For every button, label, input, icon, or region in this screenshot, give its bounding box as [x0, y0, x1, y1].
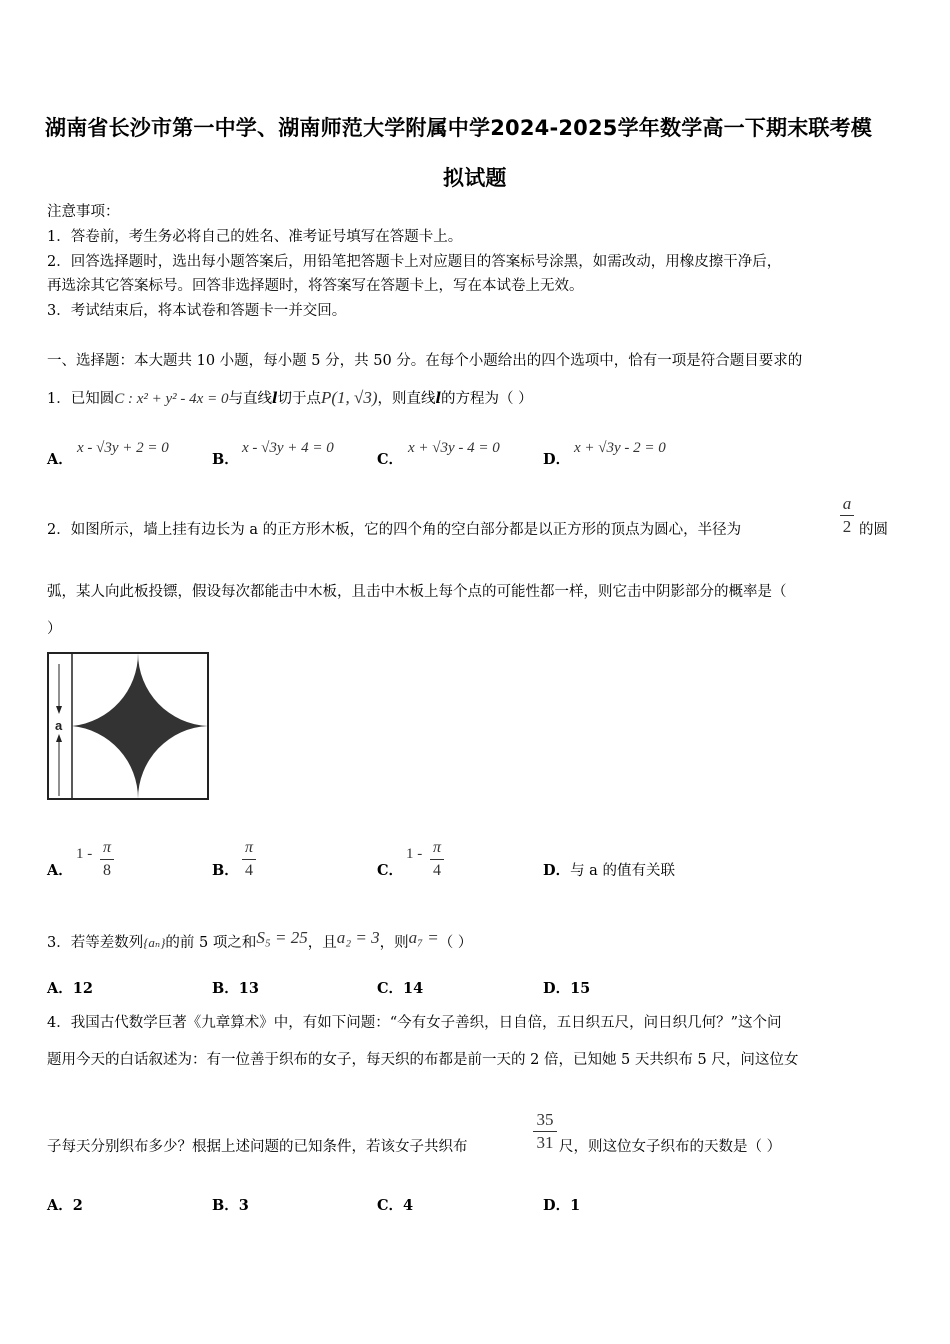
- q1-suffix2: 的方程为（ ）: [441, 391, 533, 407]
- q3-option-d-value: 15: [570, 980, 591, 997]
- q3-option-a: [47, 980, 93, 998]
- q1-mid2: 切于点: [277, 391, 321, 407]
- pi-symbol: π: [432, 839, 441, 856]
- q2-radius-fraction: [840, 494, 854, 537]
- q2-option-a-pre: 1 -: [76, 846, 93, 862]
- q3-mid: 的前 5 项之和: [165, 935, 257, 951]
- q2-radius-den: 2: [842, 517, 852, 536]
- q1-option-a-expr: x - √3y + 2 = 0: [77, 440, 169, 456]
- q3-option-b-value: 13: [238, 980, 259, 997]
- q4-fraction: [533, 1110, 557, 1153]
- q2-option-a-label: A．: [47, 862, 73, 879]
- q2-option-c-fraction: [430, 838, 444, 881]
- q4-option-a: [47, 1197, 83, 1215]
- q1-option-b-label: B．: [212, 451, 239, 468]
- q1-option-b-expr: x - √3y + 4 = 0: [242, 440, 334, 456]
- q4-line1: 4．我国古代数学巨著《九章算术》中，有如下问题：“今有女子善织，日自倍，五日织五尺，问日织几何？”这个问: [47, 1015, 782, 1031]
- q2-option-a-fraction: [100, 838, 114, 881]
- q3-option-c-label: C．: [377, 980, 404, 997]
- q2-option-b-fraction: [242, 838, 256, 881]
- q2-option-d-text: 与 a 的值有关联: [570, 863, 675, 879]
- notice-item-2a: 2．回答选择题时，选出每小题答案后，用铅笔把答题卡上对应题目的答案标号涂黑，如需改动，用橡皮擦干净后，: [47, 254, 782, 270]
- q3-option-d: [543, 980, 590, 998]
- exam-title-line2: 拟试题: [443, 166, 507, 190]
- q4-line3b: 尺，则这位女子织布的天数是（ ）: [559, 1139, 782, 1155]
- q4-fraction-num: 35: [536, 1110, 554, 1129]
- fraction-bar: [430, 859, 444, 860]
- q1-circle-equation: C : x² + y² - 4x = 0: [114, 391, 229, 407]
- notice-item-3: 3．考试结束后，将本试卷和答题卡一并交回。: [47, 303, 347, 319]
- q4-line2: 题用今天的白话叙述为：有一位善于织布的女子，每天织的布都是前一天的 2 倍，已知她 5 天共织布 5 尺，问这位女: [47, 1052, 799, 1068]
- q1-suffix: ，则直线: [377, 391, 436, 407]
- q4-option-c-label: C．: [377, 1197, 404, 1214]
- q3-prefix: 3．若等差数列: [47, 935, 144, 951]
- q4-option-d-value: 1: [570, 1197, 581, 1214]
- q1-option-d-label: D．: [543, 451, 571, 468]
- q3-option-a-value: 12: [72, 980, 93, 997]
- q3-option-c-value: 14: [403, 980, 424, 997]
- q4-option-a-label: A．: [47, 1197, 73, 1214]
- q4-option-d: [543, 1197, 580, 1215]
- fraction-bar: [840, 515, 854, 516]
- q4-option-c: [377, 1197, 413, 1215]
- fraction-bar: [100, 859, 114, 860]
- notice-item-2b: 再选涂其它答案标号。回答非选择题时，将答案写在答题卡上，写在本试卷上无效。: [47, 278, 584, 294]
- q2-option-c-label: C．: [377, 862, 404, 879]
- dartboard-svg: [45, 650, 215, 802]
- q3-a2: a₂ = 3: [336, 928, 380, 947]
- q3-option-a-label: A．: [47, 980, 73, 997]
- q3-s5: S₅ = 25: [256, 928, 308, 947]
- q4-line3a: 子每天分别织布多少？根据上述问题的已知条件，若该女子共织布: [47, 1139, 468, 1155]
- q4-option-b: [212, 1197, 249, 1215]
- q3-stem: [47, 928, 473, 952]
- q1-stem: [47, 389, 533, 408]
- q1-option-c-label: C．: [377, 451, 404, 468]
- q4-option-c-value: 4: [403, 1197, 414, 1214]
- pi-symbol: π: [244, 839, 253, 856]
- q3-sequence: {aₙ}: [143, 935, 166, 950]
- q4-option-b-label: B．: [212, 1197, 239, 1214]
- q2-radius-num: a: [842, 494, 852, 513]
- exam-title-line1: 湖南省长沙市第一中学、湖南师范大学附属中学2024-2025学年数学高一下期末联考模: [45, 116, 873, 140]
- q3-mid2: ，且: [307, 935, 337, 951]
- q4-option-a-value: 2: [72, 1197, 83, 1214]
- q2-line1a: 2．如图所示，墙上挂有边长为 a 的正方形木板，它的四个角的空白部分都是以正方形的顶点为圆心，半径为: [47, 522, 742, 538]
- q3-option-c: [377, 980, 423, 998]
- q1-option-d-expr: x + √3y - 2 = 0: [574, 440, 666, 456]
- q2-line1b: 的圆: [859, 522, 888, 538]
- denominator: 4: [245, 862, 253, 879]
- q3-a7: a₇ =: [408, 928, 439, 947]
- notice-item-1: 1．答卷前，考生务必将自己的姓名、准考证号填写在答题卡上。: [47, 229, 463, 245]
- q2-option-d-label: D．: [543, 862, 571, 879]
- q3-option-d-label: D．: [543, 980, 571, 997]
- q2-option-d: [543, 862, 675, 880]
- q1-prefix: 1．已知圆: [47, 391, 115, 407]
- q2-option-c-pre: 1 -: [406, 846, 423, 862]
- q1-option-a-label: A．: [47, 451, 73, 468]
- q2-line3: ）: [47, 621, 62, 637]
- q1-mid: 与直线: [228, 391, 272, 407]
- q1-point: P(1, √3): [320, 388, 378, 407]
- q1-option-c-expr: x + √3y - 4 = 0: [408, 440, 500, 456]
- q4-fraction-den: 31: [536, 1133, 554, 1152]
- pi-symbol: π: [102, 839, 111, 856]
- q1-line-l: l: [271, 390, 278, 407]
- fraction-bar: [242, 859, 256, 860]
- q2-line2: 弧，某人向此板投镖，假设每次都能击中木板，且击中木板上每个点的可能性都一样，则它击中阴影部分的概率是（: [47, 584, 787, 600]
- denominator: 4: [433, 862, 441, 879]
- dartboard-figure: [45, 650, 215, 802]
- q3-option-b: [212, 980, 259, 998]
- section-heading: 一、选择题：本大题共 10 小题，每小题 5 分，共 50 分。在每个小题给出的四个选项中，恰有一项是符合题目要求的: [47, 353, 803, 369]
- figure-label-a: a: [55, 718, 63, 733]
- q2-option-b-label: B．: [212, 862, 239, 879]
- q1-line-l-2: l: [435, 390, 442, 407]
- notice-heading: 注意事项：: [47, 204, 120, 220]
- q3-option-b-label: B．: [212, 980, 239, 997]
- q4-option-d-label: D．: [543, 1197, 571, 1214]
- q3-suffix: （ ）: [438, 935, 473, 951]
- q4-option-b-value: 3: [238, 1197, 249, 1214]
- fraction-bar: [533, 1131, 557, 1132]
- denominator: 8: [103, 862, 111, 879]
- q3-mid3: ，则: [379, 935, 409, 951]
